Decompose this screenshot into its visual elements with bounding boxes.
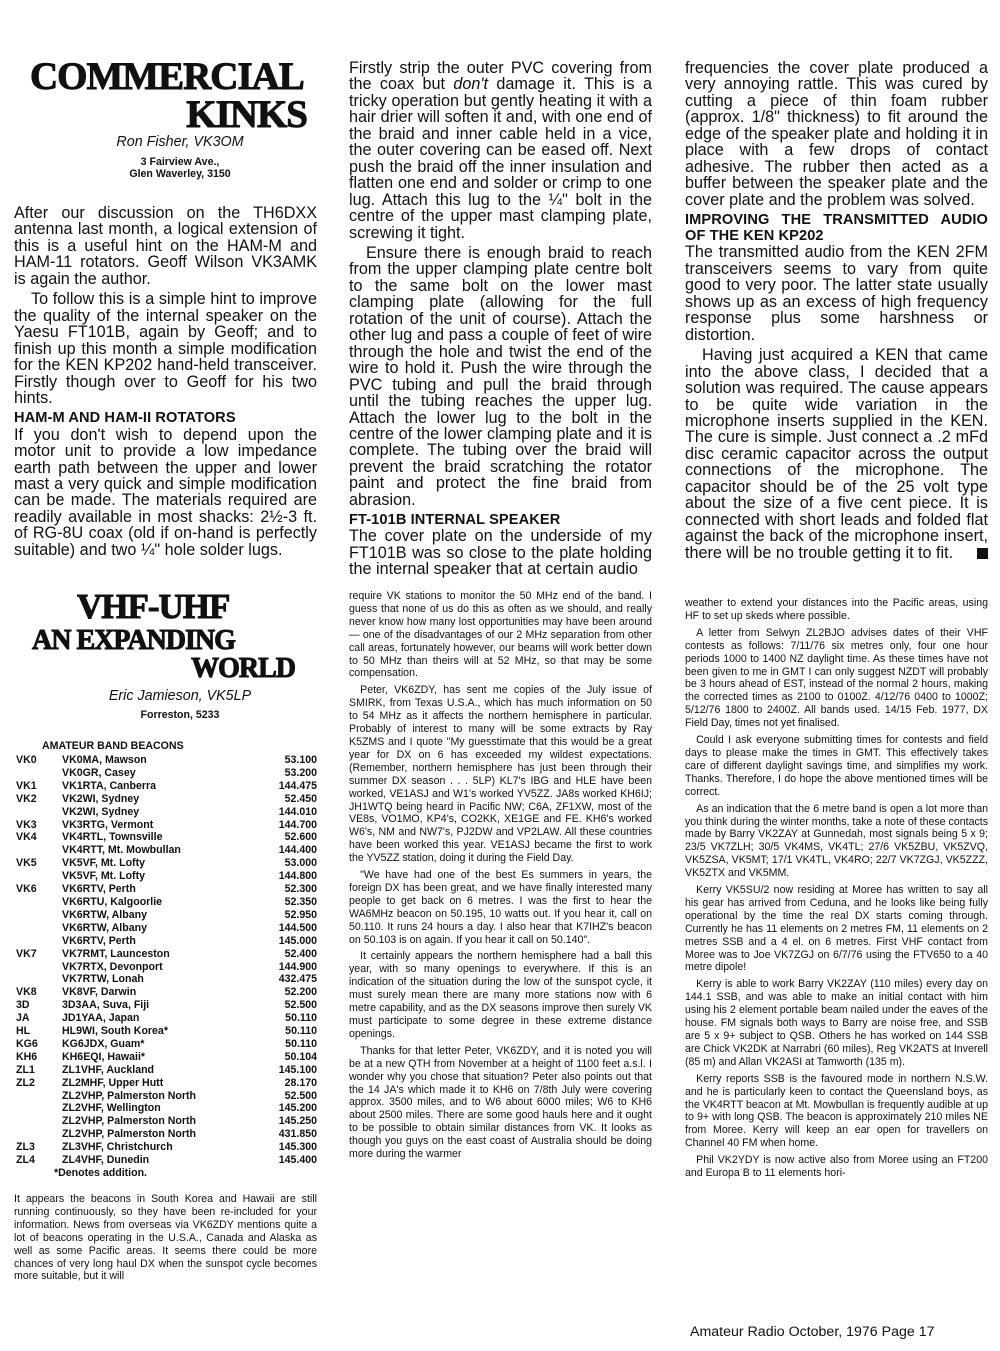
beacon-station: VK2WI, Sydney (62, 805, 140, 818)
beacon-frequency: 50.104 (284, 1050, 317, 1063)
beacon-row (14, 1077, 317, 1090)
beacon-area: KH6 (16, 1050, 38, 1063)
article2-c1-p1: It appears the beacons in South Korea and Hawaii are still running continuously, so they have been re-included for your information. News from overseas via VK6ZDY mentions quite a lot of beacons operating in the U.S.A., Canada and Alaska as well as some Pacific areas. It seems there could be more chances of very long haul DX when the sunspot cycle becomes more suitable, but it will (14, 1193, 317, 1283)
beacon-row (14, 1025, 317, 1038)
article1-ken-p1: The transmitted audio from the KEN 2FM transceivers seems to vary from quite good to very poor. The latter state usually shows up as an excess of high frequency response plus some harshness or distortion. (685, 243, 988, 344)
beacon-row (14, 1141, 317, 1154)
beacon-station: KG6JDX, Guam* (62, 1037, 145, 1050)
page-footer: Amateur Radio October, 1976 Page 17 (690, 1324, 935, 1340)
beacon-frequency: 145.300 (278, 1141, 317, 1154)
beacon-station: VK7RTW, Lonah (62, 973, 144, 986)
beacon-area (14, 844, 62, 857)
article1-title-line2: KINKS (186, 93, 307, 136)
article2-title-line2: AN EXPANDING (32, 625, 235, 656)
beacon-table-block (14, 740, 317, 1190)
beacon-row (14, 831, 317, 844)
beacon-row (14, 1012, 317, 1025)
beacon-area: VK7 (16, 947, 37, 960)
beacon-frequency: 50.110 (285, 1037, 317, 1050)
article2-c3-p1: weather to extend your distances into the Pacific areas, using HF to set up skeds where possible. (685, 597, 988, 622)
beacon-station: JD1YAA, Japan (62, 1012, 140, 1025)
article2-title-line1: VHF-UHF (77, 587, 230, 626)
article2-title-line3: WORLD (191, 653, 295, 684)
beacon-area (14, 973, 62, 986)
beacon-station: ZL2MHF, Upper Hutt (62, 1076, 164, 1089)
beacon-area: VK1 (16, 779, 37, 792)
article1-hamm-p1: If you don't wish to depend upon the motor unit to provide a low impedance earth path between the upper and lower mast a very quick and simple modification can be made. The materials required are readily available in most shacks: 2½-3 ft. of RG-8U coax (old if on-hand is perfectly suitable) and two ¼" hole solder lugs. (14, 425, 317, 559)
beacon-station: ZL2VHP, Palmerston North (62, 1089, 197, 1102)
article1-author-line: Ron Fisher, VK3OM (116, 134, 244, 150)
beacon-station: ZL3VHF, Christchurch (62, 1141, 173, 1154)
beacon-station: 3D3AA, Suva, Fiji (62, 999, 150, 1012)
beacon-table (14, 754, 317, 1167)
hamm-p2-emphasis: don't (453, 75, 488, 94)
beacon-station: VK5VF, Mt. Lofty (62, 857, 145, 870)
beacon-row (14, 793, 317, 806)
article2-col1-text (14, 1193, 317, 1313)
beacon-frequency: 145.100 (278, 1063, 317, 1076)
beacon-station: VK4RTT, Mt. Mowbullan (62, 844, 181, 857)
beacon-area: ZL3 (16, 1141, 35, 1154)
beacon-row (14, 896, 317, 909)
article1-address-line1: 3 Fairview Ave., (140, 156, 220, 168)
article2-c2-p3: "We have had one of the best Es summers in years, the foreign DX has been great, and we have finally interested many people to get back on 6 metres. I was the first to hear the WA6MHz beacon on 50.195, 10 watts out. If you hear it, call on 50.110. It runs 24 hours a day. I also hear that K7IHZ's beacon on 50.103 is on again. If you hear it call on 50.140". (349, 869, 652, 946)
beacon-frequency: 144.500 (278, 921, 317, 934)
beacon-frequency: 53.000 (284, 857, 317, 870)
beacon-row (14, 999, 317, 1012)
beacon-frequency: 52.400 (284, 947, 317, 960)
beacon-station: ZL2VHP, Palmerston North (62, 1128, 197, 1141)
beacon-frequency: 52.350 (284, 895, 317, 908)
beacon-row (14, 767, 317, 780)
beacon-area: HL (16, 1025, 31, 1038)
article2-c2-p1: require VK stations to monitor the 50 MHz end of the band. I guess that none of us do this as often as we should, and really never know how many lost opportunities may have been around — one of the disadvantages of our 2 MHz separation from other call areas, fortunately however, our beams will work better down to 50 MHz than theirs will at 52 MHz, so that may be some compensation. (349, 590, 652, 680)
article2-c3-p7: Kerry reports SSB is the favoured mode in northern N.S.W. and he is particularly keen to contact the Queensland boys, as the VK4RTT beacon at Mt. Mowbullan is frequently audible at up to 9+ with long QSB. The beacon is approximately 210 miles NE from Moree. Kerry will keep an ear open for travellers on Channel 40 FM when home. (685, 1072, 988, 1150)
beacon-frequency: 50.110 (285, 1025, 317, 1038)
article2-c3-p2: A letter from Selwyn ZL2BJO advises dates of their VHF contests as follows: 7/11/76 six metres only, four one hour periods 1000 to 1400 NZ daylight time. As these times have not been given to me in GMT I can only suggest NZDT will probably be 3 hours ahead of EST, instead of the normal 2 hours, making the corrected times as 2100 to 0100Z. 4/12/76 0400 to 1000Z; 5/12/76 1800 to 2400Z. All bands used. 14/15 Feb. 1977, DX Field Day, times not yet finalised. (685, 626, 988, 730)
article2-c3-p8: Phil VK2YDY is now active also from Moree using an FT200 and Europa B to 11 elements hori- (685, 1154, 988, 1180)
beacon-station: VK0MA, Mawson (62, 754, 147, 766)
beacon-area (14, 935, 62, 948)
article1-header (14, 55, 317, 203)
beacon-row (14, 948, 317, 961)
beacon-frequency: 52.200 (284, 986, 317, 999)
beacon-area: VK0 (16, 754, 37, 766)
beacon-row (14, 961, 317, 974)
beacon-area: 3D (16, 999, 30, 1012)
beacon-row (14, 1115, 317, 1128)
beacon-area (14, 909, 62, 922)
beacon-area (14, 767, 62, 780)
beacon-frequency: 145.000 (278, 934, 317, 947)
beacon-frequency: 145.200 (278, 1102, 317, 1115)
beacon-station: VK6RTW, Albany (62, 908, 147, 921)
beacon-area (14, 922, 62, 935)
beacon-area (14, 1115, 62, 1128)
beacon-row (14, 1154, 317, 1167)
beacon-area (14, 1090, 62, 1103)
beacon-frequency: 52.500 (284, 1089, 317, 1102)
article2-address: Forreston, 5233 (140, 709, 220, 721)
beacon-station: ZL1VHF, Auckland (62, 1063, 155, 1076)
beacon-row (14, 819, 317, 832)
beacon-area: VK3 (16, 818, 37, 831)
article1-ft101-p1-cont: frequencies the cover plate produced a very annoying rattle. This was cured by cutting a piece of thin foam rubber (approx. 1/8" thickness) to fit around the edge of the speaker plate and holding it in place with a few drops of contact adhesive. The rubber then acted as a buffer between the speaker plate and the cover plate and the problem was solved. (685, 59, 988, 209)
beacon-frequency: 144.700 (278, 818, 317, 831)
beacon-area (14, 961, 62, 974)
beacon-area (14, 1128, 62, 1141)
heading-ken-kp202: IMPROVING THE TRANSMITTED AUDIO OF THE KEN KP202 (685, 212, 988, 245)
article2-c3-p3: Could I ask everyone submitting times for contests and field days to please make the times in GMT. This effectively takes care of different daylight savings time, and simplifies my work. Thanks. Therefore, I do hope the above mentioned times will be correct. (685, 734, 988, 798)
beacon-station: VK5VF, Mt. Lofty (62, 870, 145, 883)
beacon-station: VK8VF, Darwin (62, 986, 137, 999)
beacon-station: ZL2VHP, Palmerston North (62, 1115, 197, 1128)
beacon-frequency: 144.400 (278, 844, 317, 857)
beacon-row (14, 1090, 317, 1103)
beacon-frequency: 144.800 (278, 870, 317, 883)
beacon-frequency: 50.110 (285, 1012, 317, 1025)
beacon-area: ZL1 (16, 1063, 35, 1076)
beacon-station: VK3RTG, Vermont (62, 818, 154, 831)
beacon-area (14, 896, 62, 909)
beacon-area (14, 1102, 62, 1115)
beacon-frequency: 144.010 (278, 805, 317, 818)
beacon-area: VK6 (16, 883, 37, 896)
beacon-row (14, 806, 317, 819)
beacon-area (14, 870, 62, 883)
article2-author: Eric Jamieson, VK5LP (108, 688, 252, 704)
article2-c3-p5: Kerry VK5SU/2 now residing at Moree has written to say all his gear has arrived from Ceduna, and he looks like being fully operational by the time the real DX starts coming through. Currently he has 11 elements on 2 metres FM, 11 elements on 2 metres SSB and a 4 el. on 6 metres. First VHF contact from Moree was to Joe VK7ZGJ on 6/7/76 using the FTV650 to a 40 metre dipole! (685, 884, 988, 974)
beacon-station: VK1RTA, Canberra (62, 779, 156, 792)
beacon-station: VK7RTX, Devonport (62, 960, 163, 973)
beacon-row (14, 1102, 317, 1115)
beacon-frequency: 145.400 (278, 1154, 317, 1167)
beacon-frequency: 53.200 (284, 766, 317, 779)
beacon-station: VK6RTU, Kalgoorlie (62, 895, 163, 908)
beacon-station: HL9WI, South Korea* (62, 1025, 168, 1038)
article1-hamm-p3: Ensure there is enough braid to reach from the upper clamping plate centre bolt to the same bolt on the lower mast clamping plate (allowing for the full rotation of the unit of course). Attach the other lug and pass a couple of feet of wire through the hole and twist the end of the wire to hold it. Push the wire through the PVC tubing and pull the braid through until the tubing reaches the upper lug. Attach the lower lug to the bolt in the centre of the lower clamping plate and it is complete. The tubing over the braid will prevent the braid scratching the rotator paint and protect the fine braid from abrasion. (349, 243, 652, 509)
article1-col1 (14, 205, 317, 557)
beacon-row (14, 754, 317, 767)
beacon-row (14, 1064, 317, 1077)
beacon-frequency: 52.300 (284, 883, 317, 896)
beacon-row (14, 780, 317, 793)
beacon-station: VK2WI, Sydney (62, 792, 140, 805)
beacon-frequency: 144.900 (278, 960, 317, 973)
article1-title-line1: COMMERCIAL (30, 55, 304, 98)
beacon-frequency: 52.500 (284, 999, 317, 1012)
beacon-row (14, 935, 317, 948)
article2-c2-p2: Peter, VK6ZDY, has sent me copies of the July issue of SMIRK, from Texas U.S.A., which has much information on 50 to 54 MHz as it affects the northern hemisphere in particular. Probably of interest to many will be some extracts by Ray K5ZMS and I quote "My guesstimate that this would be a great year for DX on 6 has exceeded my wildest expectations. (Remember, northern hemisphere has just been through their summer DX season . . . 5LP) KL7's IBG and HLE have been worked, VE1ASJ and W1's worked YV5ZZ. JA8s worked KH6IJ; JH1WTQ being heard in Pacific NW; C6A, ZF1XW, most of the VE8s, VO1MO, KP4's, CO2KK, XE1GE and FE. KH6's worked W6's, NM and NW7's, PJ2DW and VP2LAW. All these countries have been worked this year. VE1ASJ became the first to work the YV5ZZ station, doing it during the Field Day. (349, 684, 652, 865)
beacon-row (14, 973, 317, 986)
article1-col3 (685, 59, 988, 562)
article1-intro-p1: After our discussion on the TH6DXX antenna last month, a logical extension of this is a useful hint on the HAM-M and HAM-11 rotators. Geoff Wilson VK3AMK is again the author. (14, 204, 317, 288)
beacon-station: VK4RTL, Townsville (62, 831, 163, 844)
beacon-area: VK4 (16, 831, 37, 844)
article2-c2-p4: It certainly appears the northern hemisphere had a ball this year, with so many openings to everywhere. If this is an indication of the situation during the low of the sunspot cycle, it must surely mean there are many more stations now with 6 metre capability, and as the DX seasons improve then surely VK must participate to some degree in these extreme distance openings. (349, 950, 652, 1040)
heading-hamm-rotators: HAM-M AND HAM-II ROTATORS (14, 410, 236, 427)
article1-intro-p2: To follow this is a simple hint to improve the quality of the internal speaker on the Yaesu FT101B, again by Geoff; and to finish up this month a simple modification for the KEN KP202 hand-held transceiver. Firstly though over to Geoff for his two hints. (14, 290, 317, 407)
beacon-area: VK5 (16, 857, 37, 870)
beacon-station: VK6RTV, Perth (62, 934, 136, 947)
article2-c3-p6: Kerry is able to work Barry VK2ZAY (110 miles) every day on 144.1 SSB, and was able to make an initial contact with him using his 2 element portable beam nailed under the eaves of the house. FM signals both ways to Barry are noise free, and SSB are 5 x 9+ subject to QSB. Others he has worked on 144 SSB are Chick VK2DK at Narrabri (60 miles), Reg VK2ATS at Inverell (85 m) and Allan VK2ASI at Tamworth (135 m). (685, 978, 988, 1068)
beacon-frequency: 431.850 (278, 1128, 317, 1141)
beacon-frequency: 28.170 (284, 1076, 317, 1089)
beacons-heading: AMATEUR BAND BEACONS (42, 740, 184, 752)
beacon-station: VK7RMT, Launceston (62, 947, 170, 960)
beacon-frequency: 53.100 (284, 754, 317, 766)
beacons-note: *Denotes addition. (54, 1167, 147, 1179)
hamm-p2-part-b: damage it. This is a tricky operation but gently heating it with a hair drier will soften it and, with one end of the braid and inner cable held in a vice, the outer covering can be eased off. Next push the braid off the inner insulation and flatten one end and solder or crimp to one lug. Attach this lug to the ¼" bolt in the centre of the upper mast clamping plate, screwing it tight. (349, 75, 652, 242)
beacon-row (14, 986, 317, 999)
beacon-area: VK8 (16, 986, 37, 999)
beacon-station: VK0GR, Casey (62, 766, 136, 779)
article1-col2 (349, 59, 652, 579)
beacon-station: KH6EQI, Hawaii* (62, 1050, 146, 1063)
beacon-station: VK6RTV, Perth (62, 883, 136, 896)
beacon-frequency: 432.475 (278, 973, 317, 986)
beacon-area: VK2 (16, 792, 37, 805)
beacon-area: JA (16, 1012, 30, 1025)
ken-p2-text: Having just acquired a KEN that came into the above class, I decided that a solution was required. The cause appears to be quite wide variation in the microphone inserts supplied in the KEN. The cure is simple. Just connect a .2 mFd disc ceramic capacitor across the output connections of the microphone. The capacitor should be of the 25 volt type about the size of a five cent piece. It is connected with short leads and folded flat against the back of the microphone insert, there will be no trouble getting it to fit. (685, 346, 988, 562)
beacon-row (14, 1051, 317, 1064)
beacon-station: VK6RTW, Albany (62, 921, 147, 934)
beacon-station: ZL4VHF, Dunedin (62, 1154, 150, 1167)
article1-ft101-p1: The cover plate on the underside of my FT101B was so close to the plate holding the internal speaker that at certain audio (349, 527, 652, 579)
beacon-area: ZL4 (16, 1154, 35, 1167)
article1-hamm-p2 (349, 60, 652, 241)
article1-address-line2: Glen Waverley, 3150 (129, 168, 231, 180)
article1-ken-p2 (685, 347, 988, 561)
beacon-row (14, 870, 317, 883)
article2-col3 (685, 597, 988, 1313)
beacon-frequency: 52.450 (284, 792, 317, 805)
heading-ft101b-speaker: FT-101B INTERNAL SPEAKER (349, 512, 561, 529)
beacon-row (14, 1038, 317, 1051)
article2-c2-p5: Thanks for that letter Peter, VK6ZDY, and it is noted you will be at a new QTH from November at a height of 1100 feet a.s.l. I wonder why you chose that situation? Peter also points out that the 14 JA's which made it to KH6 on 7/8th July were covering approx. 3500 miles, and to W6 about 6000 miles; W6 to KH6 about 2500 miles. There are some good hauls here and it ought to be possible to obtain similar distances from VK. It looks as though you guys on the east coast of Australia should be doing more during the warmer (349, 1044, 652, 1161)
article2-c3-p4: As an indication that the 6 metre band is open a lot more than you think during the winter months, take a note of these contacts made by Barry VK2ZAY at Gunnedah, most signals being 5 x 9; 23/5 VK7ZLH; 30/5 VK4MS, VK4TL; 27/6 VK5ZBU, VK5ZVQ, VK5ZSA, VK5MT; 17/1 VK4TL, VK4RO; 22/7 VK7ZGJ, VK5ZZZ, VK5ZTX and VK5MM. (685, 802, 988, 880)
hamm-p2-part-a: Firstly strip the outer PVC covering from the coax but (349, 59, 652, 94)
beacon-row (14, 909, 317, 922)
beacon-row (14, 1128, 317, 1141)
article2-col2 (349, 590, 652, 1312)
beacon-frequency: 52.950 (284, 908, 317, 921)
end-of-article-mark-icon (977, 548, 988, 559)
beacon-station: ZL2VHF, Wellington (62, 1102, 161, 1115)
beacon-area: ZL2 (16, 1076, 35, 1089)
beacon-row (14, 844, 317, 857)
beacon-row (14, 883, 317, 896)
beacon-area (14, 806, 62, 819)
beacon-row (14, 857, 317, 870)
beacon-row (14, 922, 317, 935)
beacon-frequency: 144.475 (278, 779, 317, 792)
beacon-frequency: 52.600 (284, 831, 317, 844)
beacon-frequency: 145.250 (278, 1115, 317, 1128)
beacon-area: KG6 (16, 1037, 38, 1050)
